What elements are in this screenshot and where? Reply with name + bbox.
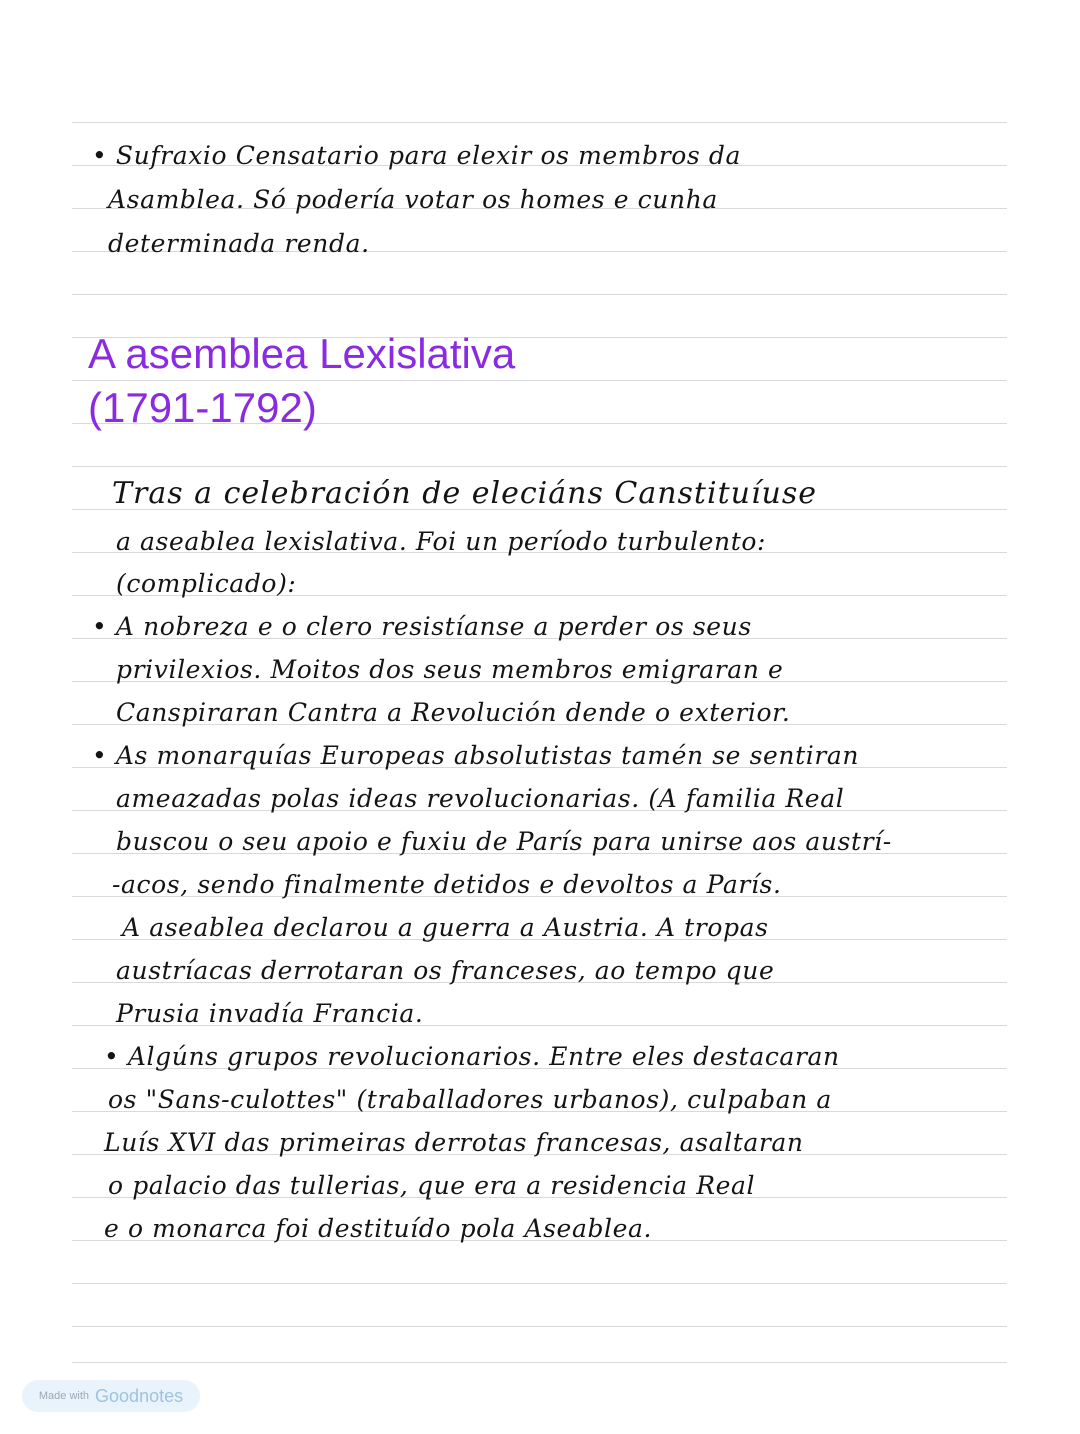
note-line: Asamblea. Só podería votar os homes e cunha <box>108 185 718 214</box>
made-with-goodnotes-badge <box>22 1380 200 1412</box>
note-line: A aseablea declarou a guerra a Austria. A tropas <box>122 913 769 942</box>
rule-line <box>72 294 1007 295</box>
rule-line <box>72 122 1007 123</box>
note-line: Luís XVI das primeiras derrotas francesas, asaltaran <box>104 1128 804 1157</box>
note-line: a aseablea lexislativa. Foi un período turbulento: <box>116 527 767 556</box>
note-line: (complicado): <box>116 569 297 598</box>
note-line: • As monarquías Europeas absolutistas tamén se sentiran <box>92 741 860 770</box>
note-line: ameazadas polas ideas revolucionarias. (A familia Real <box>116 784 845 813</box>
note-line: austríacas derrotaran os franceses, ao tempo que <box>116 956 775 985</box>
note-line: privilexios. Moitos dos seus membros emigraran e <box>116 655 784 684</box>
section-title: A asemblea Lexislativa <box>88 330 516 377</box>
rule-line <box>72 1283 1007 1284</box>
note-line: os "Sans-culottes" (traballadores urbanos), culpaban a <box>108 1085 832 1114</box>
rule-line <box>72 466 1007 467</box>
note-line: buscou o seu apoio e fuxiu de París para unirse aos austrí- <box>116 827 892 856</box>
note-line: • Sufraxio Censatario para elexir os membros da <box>92 141 741 170</box>
note-line: Canspiraran Cantra a Revolución dende o exterior. <box>116 698 791 727</box>
note-line: • A nobreza e o clero resistíanse a perder os seus <box>92 612 752 641</box>
note-line: • Algúns grupos revolucionarios. Entre eles destacaran <box>104 1042 840 1071</box>
note-line: determinada renda. <box>108 229 370 258</box>
rule-line <box>72 1362 1007 1363</box>
note-line: -acos, sendo finalmente detidos e devoltos a París. <box>112 870 782 899</box>
rule-line <box>72 1326 1007 1327</box>
note-line: o palacio das tullerias, que era a residencia Real <box>108 1171 756 1200</box>
rule-line <box>72 380 1007 381</box>
note-line: e o monarca foi destituído pola Aseablea. <box>104 1214 653 1243</box>
note-line: Tras a celebración de eleciáns Canstituíuse <box>112 476 818 511</box>
goodnotes-logo-text: Goodnotes <box>95 1385 184 1406</box>
badge-prefix: Made with <box>38 1390 90 1402</box>
note-line: Prusia invadía Francia. <box>116 999 424 1028</box>
section-title-years: (1791-1792) <box>88 384 317 431</box>
